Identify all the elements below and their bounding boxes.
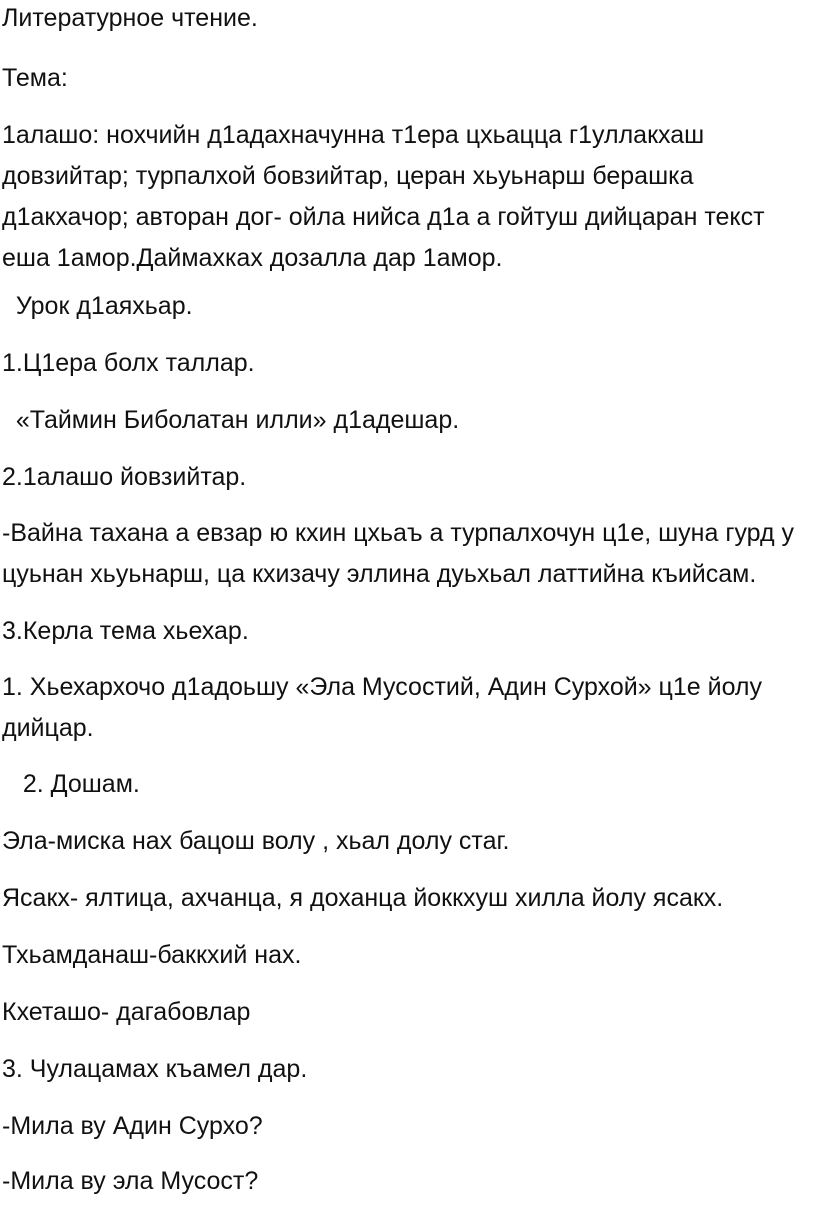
vocabulary-entry: Ясакх- ялтица, ахчанца, я доханца йоккхуш хилла йолу ясакх. <box>2 884 724 912</box>
discussion-question: -Мила ву эла Мусост? <box>2 1167 259 1195</box>
step-1-detail: «Таймин Биболатан илли» д1адешар. <box>2 406 460 434</box>
step-3-vocabulary-item: 2. Дошам. <box>2 770 140 798</box>
vocabulary-entry: Кхеташо- дагабовлар <box>2 998 251 1026</box>
step-3-discussion-item: 3. Чулацамах къамел дар. <box>2 1055 308 1083</box>
topic-label: Тема: <box>2 64 68 92</box>
step-1-title: 1.Ц1ера болх таллар. <box>2 349 255 377</box>
lesson-goals-paragraph: 1алашо: нохчийн д1адахначунна т1ера цхьацца г1уллакхаш довзийтар; турпалхой бовзийтар, церан хьуьнарш берашка д1акхачор; авторан дог- ойла нийса д1а а гойтуш дийцаран текст еша 1амор.Даймахках дозалла дар 1амор. <box>2 121 765 272</box>
discussion-question: -Мила ву Адин Сурхо? <box>2 1112 263 1140</box>
lesson-progress-heading: Урок д1аяхьар. <box>2 292 193 320</box>
vocabulary-entry: Эла-миска нах бацош волу , хьал долу стаг. <box>2 827 510 855</box>
step-3-reading-item: 1. Хьехархочо д1адоьшу «Эла Мусостий, Адин Сурхой» ц1е йолу дийцар. <box>2 673 763 742</box>
step-3-title: 3.Керла тема хьехар. <box>2 617 249 645</box>
vocabulary-entry: Тхьамданаш-баккхий нах. <box>2 941 302 969</box>
step-2-detail-paragraph: -Вайна тахана а евзар ю кхин цхьаъ а турпалхочун ц1е, шуна гурд у цуьнан хьуьнарш, ца кхизачу эллина дуьхьал латтийна къийсам. <box>2 519 795 588</box>
document-heading: Литературное чтение. <box>2 4 258 32</box>
step-2-title: 2.1алашо йовзийтар. <box>2 463 247 491</box>
